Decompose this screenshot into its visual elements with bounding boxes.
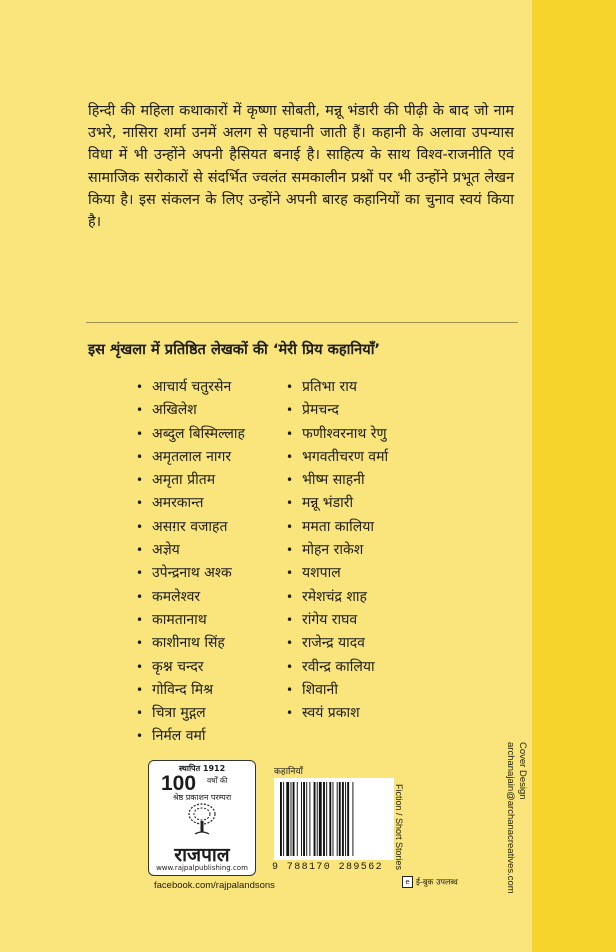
divider-line: [86, 322, 518, 323]
author-list-right: [302, 376, 388, 725]
author-item: • प्रतिभा राय: [302, 376, 388, 399]
author-item: • निर्मल वर्मा: [152, 725, 245, 748]
author-item: • गोविन्द मिश्र: [152, 679, 245, 702]
barcode-bar: [301, 782, 302, 856]
author-item: • मोहन राकेश: [302, 539, 388, 562]
author-item: • भगवतीचरण वर्मा: [302, 446, 388, 469]
publisher-website[interactable]: www.rajpalpublishing.com: [156, 864, 248, 872]
barcode-bar: [314, 782, 316, 856]
barcode-bar: [319, 782, 322, 856]
category-label: कहानियाँ: [274, 767, 303, 777]
barcode-bar: [337, 782, 338, 856]
author-item: • अमरकान्त: [152, 492, 245, 515]
barcode-bar: [293, 782, 295, 856]
author-item: • उपेन्द्रनाथ अश्क: [152, 562, 245, 585]
author-item: • राजेन्द्र यादव: [302, 632, 388, 655]
barcode-bar: [306, 782, 307, 856]
author-item: • प्रेमचन्द: [302, 399, 388, 422]
spine-strip: [532, 0, 616, 952]
author-item: • काशीनाथ सिंह: [152, 632, 245, 655]
author-item: • मन्नू भंडारी: [302, 492, 388, 515]
author-item: • शिवानी: [302, 679, 388, 702]
author-item: • कृश्न चन्दर: [152, 656, 245, 679]
barcode-bar: [339, 782, 341, 856]
author-item: • अब्दुल बिस्मिल्लाह: [152, 423, 245, 446]
author-item: • यशपाल: [302, 562, 388, 585]
author-item: • ममता कालिया: [302, 516, 388, 539]
author-item: • रमेशचंद्र शाह: [302, 586, 388, 609]
author-item: • कामतानाथ: [152, 609, 245, 632]
barcode-bar: [326, 782, 327, 856]
barcode-bar: [329, 782, 331, 856]
barcode-bar: [352, 782, 353, 856]
author-item: • स्वयं प्रकाश: [302, 702, 388, 725]
years-suffix: वर्षों की: [207, 776, 228, 785]
author-item: • अमृता प्रीतम: [152, 469, 245, 492]
barcode-bar: [342, 782, 344, 856]
cover-design-label: Cover Design: [517, 742, 528, 800]
ebook-icon: e: [402, 876, 413, 888]
barcode-bar: [280, 782, 282, 856]
author-item: • फणीश्वरनाथ रेणु: [302, 423, 388, 446]
barcode-bar: [303, 782, 305, 856]
ebook-available: [402, 876, 458, 888]
barcode-bar: [345, 782, 346, 856]
book-blurb: हिन्दी की महिला कथाकारों में कृष्णा सोबती, मन्नू भंडारी की पीढ़ी के बाद जो नाम उभरे, नासिरा शर्मा उनमें अलग से पहचानी जाती हैं। कहानी के अलावा उपन्यास विधा में भी उन्होंने अपनी हैसियत बनाई है। साहित्य के साथ विश्व-राजनीति एवं सामाजिक सरोकारों से संदर्भित ज्वलंत समकालीन प्रश्नों पर भी उन्होंने प्रभूत लेखन किया है। इस संकलन के लिए उन्होंने अपनी बारह कहानियों का चुनाव स्वयं किया है।: [88, 103, 514, 231]
author-item: • आचार्य चतुरसेन: [152, 376, 245, 399]
series-heading: इस शृंखला में प्रतिष्ठित लेखकों की ‘मेरी प्रिय कहानियाँ’: [88, 341, 381, 358]
barcode-bar: [291, 782, 292, 856]
author-list-left: [152, 376, 245, 749]
barcode-bar: [297, 782, 298, 856]
barcode-bar: [309, 782, 310, 856]
author-item: • रवीन्द्र कालिया: [302, 656, 388, 679]
isbn-number: 9 788170 289562: [272, 862, 384, 873]
barcode-bar: [333, 782, 334, 856]
author-item: • अखिलेश: [152, 399, 245, 422]
author-item: • अमृतलाल नागर: [152, 446, 245, 469]
barcode-bar: [323, 782, 325, 856]
barcode-bar: [317, 782, 318, 856]
cover-design-email: archanajain@archanacreatives.com: [505, 742, 516, 894]
author-item: • चित्रा मुद्गल: [152, 702, 245, 725]
ebook-label: ई-बुक उपलब्ध: [416, 877, 458, 887]
facebook-link[interactable]: facebook.com/rajpalandsons: [154, 880, 275, 891]
tree-logo-icon: [187, 803, 217, 837]
years-number: 100: [161, 772, 197, 795]
cover-design-credit: [504, 742, 528, 894]
author-item: • रांगेय राघव: [302, 609, 388, 632]
author-item: • असग़र वजाहत: [152, 516, 245, 539]
barcode-bar: [286, 782, 289, 856]
author-item: • कमलेश्वर: [152, 586, 245, 609]
barcode-bar: [283, 782, 284, 856]
barcode-bar: [347, 782, 349, 856]
tradition-text: श्रेष्ठ प्रकाशन परम्परा: [172, 793, 232, 802]
publisher-logo-box: [148, 760, 256, 876]
publisher-name: राजपाल: [174, 844, 230, 866]
author-item: • अज्ञेय: [152, 539, 245, 562]
genre-label: Fiction / Short Stories: [394, 784, 404, 871]
established-text: स्थापित 1912: [178, 764, 226, 773]
author-item: • भीष्म साहनी: [302, 469, 388, 492]
barcode: [274, 778, 394, 860]
